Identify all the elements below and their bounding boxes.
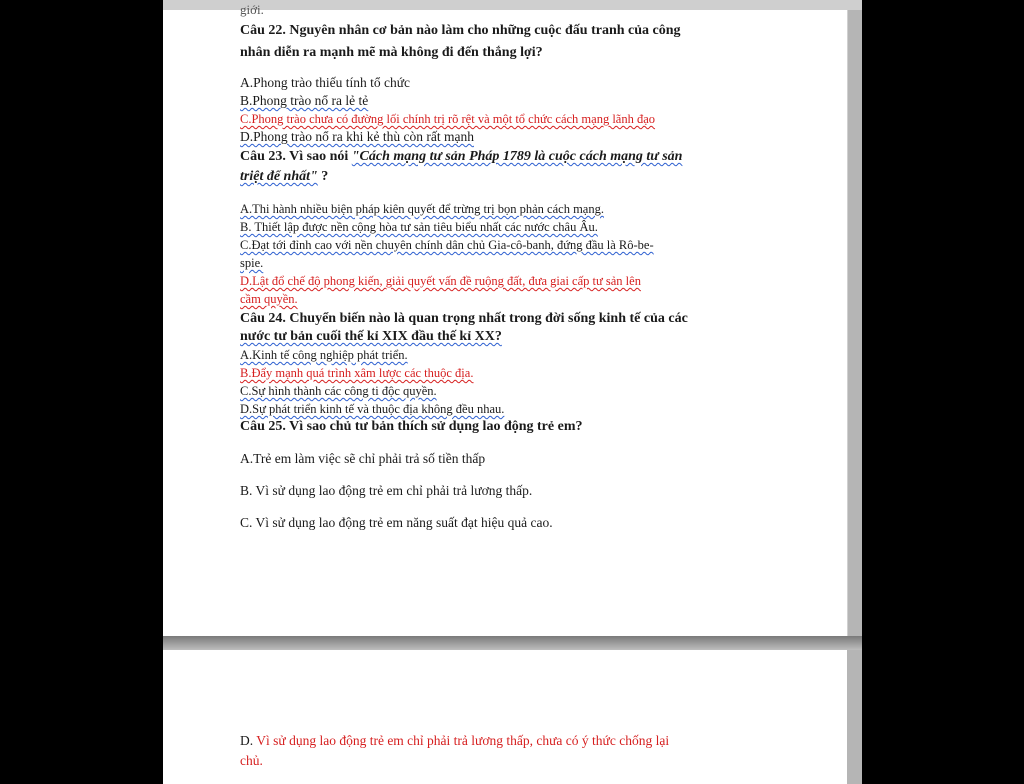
document-page-2 [163, 650, 847, 784]
question-23-option-b: B. Thiết lập được nền cộng hòa tư sản tiêu biểu nhất các nước châu Âu. [240, 220, 598, 234]
question-23-option-d-answer-line-1: D.Lật đổ chế độ phong kiến, giải quyết vấn đề ruộng đất, đưa giai cấp tư sản lên [240, 274, 641, 288]
question-22-title-line-2: nhân diễn ra mạnh mẽ mà không đi đến thắng lợi? [240, 45, 543, 60]
question-23-title-line-2 [240, 168, 777, 186]
question-23-title-quote-end: triệt để nhất" [240, 169, 318, 184]
question-22-option-b: B.Phong trào nổ ra lẻ tẻ [240, 93, 369, 108]
question-24-option-c: C.Sự hình thành các công ti độc quyền. [240, 384, 437, 398]
question-25-option-d-label: D. [240, 733, 254, 748]
question-25-option-d-line-1 [240, 732, 777, 750]
cut-off-text: giới. [240, 2, 264, 17]
question-23-title-suffix: ? [317, 169, 329, 184]
page-separator [163, 636, 862, 650]
question-24-title-line-1: Câu 24. Chuyển biến nào là quan trọng nhất trong đời sống kinh tế của các [240, 311, 688, 326]
question-22-option-c-answer: C.Phong trào chưa có đường lối chính trị rõ rệt và một tổ chức cách mạng lãnh đạo [240, 112, 656, 126]
question-25-title: Câu 25. Vì sao chủ tư bản thích sử dụng lao động trẻ em? [240, 419, 583, 434]
question-23-title-prefix: Câu 23. Vì sao nói [240, 149, 352, 164]
question-22-option-a: A.Phong trào thiếu tính tổ chức [240, 75, 411, 90]
question-25-option-c: C. Vì sử dụng lao động trẻ em năng suất đạt hiệu quả cao. [240, 515, 553, 530]
question-23-option-a: A.Thi hành nhiều biện pháp kiên quyết để trừng trị bọn phản cách mạng. [240, 202, 604, 216]
question-23-title-line-1 [240, 148, 777, 166]
question-23-title-quote: "Cách mạng tư sản Pháp 1789 là cuộc cách mạng tư sản [351, 149, 683, 164]
question-22-option-d: D.Phong trào nổ ra khi kẻ thù còn rất mạnh [240, 129, 474, 144]
viewer-top-edge [163, 0, 862, 10]
document-page-1 [163, 2, 848, 636]
question-25-option-d-answer-text: Vì sử dụng lao động trẻ em chỉ phải trả lương thấp, chưa có ý thức chống lại [256, 733, 670, 748]
viewer-right-gutter [847, 10, 862, 784]
question-24-option-d: D.Sự phát triển kinh tế và thuộc địa không đều nhau. [240, 402, 505, 416]
question-24-title-line-2: nước tư bản cuối thế kỉ XIX đầu thế kỉ XX? [240, 329, 502, 344]
question-24-option-a: A.Kinh tế công nghiệp phát triển. [240, 348, 408, 362]
question-23-option-c-line-1: C.Đạt tới đỉnh cao với nền chuyên chính dân chủ Gia-cô-banh, đứng đầu là Rô-be- [240, 238, 654, 252]
question-22-title-line-1: Câu 22. Nguyên nhân cơ bản nào làm cho những cuộc đấu tranh của công [240, 23, 681, 38]
question-25-option-a: A.Trẻ em làm việc sẽ chỉ phải trả số tiền thấp [240, 451, 486, 466]
question-25-option-d-line-2: chủ. [240, 753, 263, 768]
question-23-option-c-line-2: spie. [240, 256, 264, 270]
question-25-option-b: B. Vì sử dụng lao động trẻ em chỉ phải trả lương thấp. [240, 483, 533, 498]
question-24-option-b-answer: B.Đẩy mạnh quá trình xâm lược các thuộc địa. [240, 366, 474, 380]
question-23-option-d-answer-line-2: cầm quyền. [240, 292, 298, 306]
